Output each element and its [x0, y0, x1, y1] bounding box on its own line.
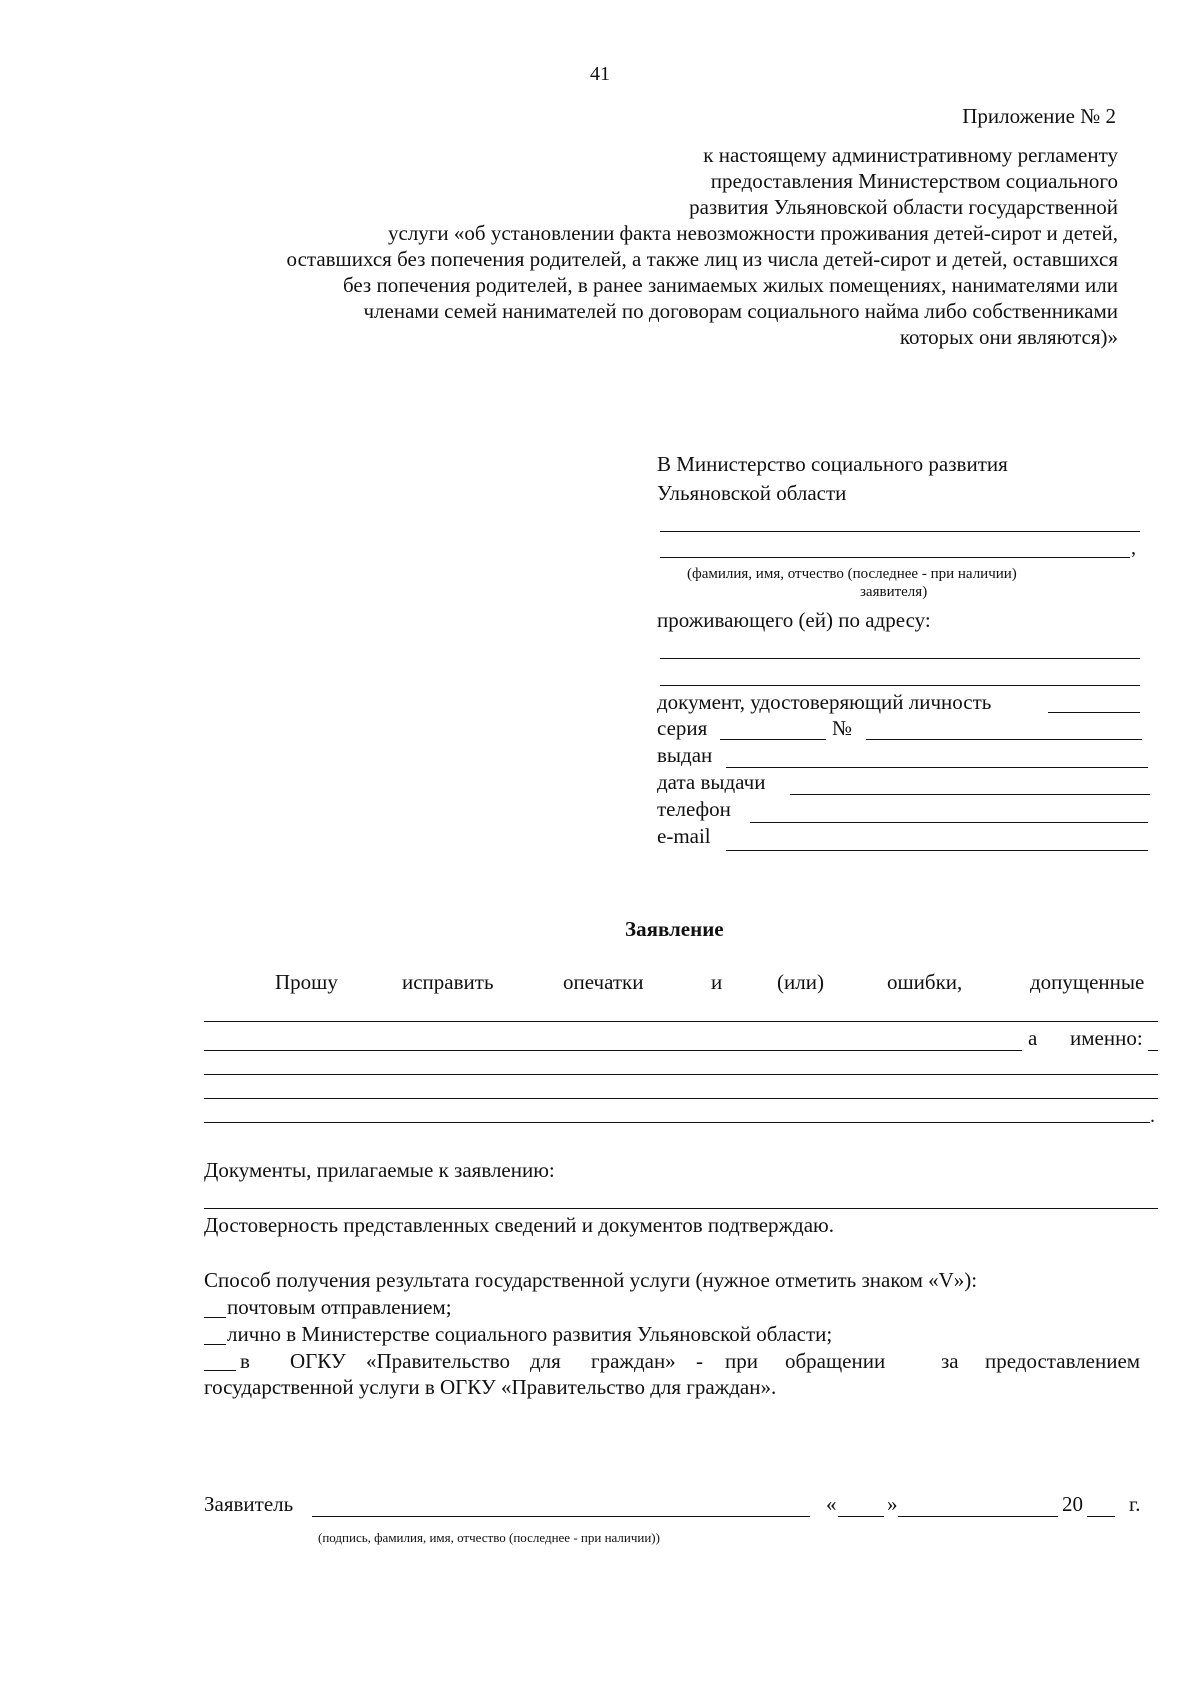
documents-field[interactable]	[204, 1208, 1158, 1209]
month-field[interactable]	[898, 1516, 1058, 1517]
appendix-line: предоставления Министерством социального	[710, 169, 1118, 193]
fio-caption-2: заявителя)	[860, 584, 928, 600]
statement-line-1[interactable]	[204, 1021, 1158, 1022]
appendix-line: без попечения родителей, в ранее занимаемых жилых помещениях, нанимателями или	[342, 273, 1118, 297]
method-option-ogku-word: для	[530, 1349, 561, 1373]
appendix-line: развития Ульяновской области государственной	[689, 195, 1118, 219]
email-field[interactable]	[726, 850, 1148, 851]
year-field[interactable]	[1087, 1516, 1115, 1517]
fio-caption: (фамилия, имя, отчество (последнее - при наличии)	[687, 566, 1017, 582]
appendix-line: услуги «об установлении факта невозможности проживания детей-сирот и детей,	[388, 221, 1118, 245]
appendix-line: к настоящему административному регламенту	[703, 143, 1118, 167]
method-option-ogku-line-2: государственной услуги в ОГКУ «Правительство для граждан».	[204, 1375, 777, 1399]
statement-line-2[interactable]	[204, 1050, 1022, 1051]
day-field[interactable]	[838, 1516, 884, 1517]
fio-line-1[interactable]	[660, 531, 1140, 532]
signature-caption: (подпись, фамилия, имя, отчество (последнее - при наличии))	[318, 1530, 660, 1545]
phone-field[interactable]	[750, 822, 1148, 823]
statement-title: Заявление	[625, 917, 724, 941]
method-option-ogku-word: обращении	[785, 1349, 886, 1373]
statement-word: и	[711, 970, 723, 994]
page-number: 41	[590, 63, 610, 85]
statement-line-5[interactable]	[204, 1122, 1150, 1123]
address-line-1[interactable]	[660, 658, 1140, 659]
method-option-ogku-word: в	[240, 1349, 250, 1373]
number-label: №	[832, 716, 853, 740]
statement-period: .	[1150, 1105, 1155, 1127]
phone-label: телефон	[657, 797, 731, 821]
method-option-ogku-word: за	[941, 1349, 959, 1373]
address-line-2[interactable]	[660, 685, 1140, 686]
addressee-line-2: Ульяновской области	[657, 481, 847, 505]
applicant-label: Заявитель	[204, 1492, 294, 1516]
id-document-label: документ, удостоверяющий личность	[657, 690, 992, 714]
method-checkbox-mail[interactable]	[204, 1317, 226, 1318]
method-option-ogku-word: ОГКУ	[290, 1349, 346, 1373]
statement-word: исправить	[402, 970, 494, 994]
series-label: серия	[657, 716, 708, 740]
namely-word: именно:	[1070, 1026, 1143, 1050]
addressee-line-1: В Министерство социального развития	[657, 452, 1008, 476]
quote-close: »	[887, 1492, 898, 1516]
statement-word: опечатки	[563, 970, 644, 994]
documents-label: Документы, прилагаемые к заявлению:	[204, 1158, 555, 1182]
year-prefix: 20	[1062, 1492, 1083, 1516]
fio-line-2[interactable]	[660, 557, 1130, 558]
method-option-ogku-word: при	[725, 1349, 758, 1373]
email-label: e-mail	[657, 824, 711, 848]
fio-comma: ,	[1131, 537, 1136, 559]
method-option-ogku-word: «Правительство	[366, 1349, 510, 1373]
signature-field[interactable]	[312, 1516, 810, 1517]
quote-open: «	[826, 1492, 837, 1516]
statement-word: (или)	[777, 970, 824, 994]
issue-date-field[interactable]	[790, 794, 1150, 795]
statement-line-3[interactable]	[204, 1074, 1158, 1075]
id-document-field[interactable]	[1048, 712, 1140, 713]
statement-word: ошибки,	[887, 970, 963, 994]
namely-field[interactable]	[1148, 1050, 1158, 1051]
number-field[interactable]	[866, 739, 1142, 740]
year-suffix: г.	[1129, 1492, 1141, 1516]
namely-a: а	[1028, 1026, 1038, 1050]
statement-word: Прошу	[275, 970, 338, 994]
issued-field[interactable]	[726, 767, 1148, 768]
issued-label: выдан	[657, 743, 713, 767]
statement-word: допущенные	[1030, 970, 1145, 994]
address-label: проживающего (ей) по адресу:	[657, 608, 931, 632]
method-option-ogku-word: -	[696, 1349, 703, 1373]
method-option-ogku-word: предоставлением	[985, 1349, 1141, 1373]
method-title: Способ получения результата государственной услуги (нужное отметить знаком «V»):	[204, 1268, 978, 1292]
appendix-line: которых они являются)»	[899, 325, 1118, 349]
method-checkbox-ogku[interactable]	[204, 1370, 236, 1371]
method-checkbox-ministry[interactable]	[204, 1344, 226, 1345]
statement-line-4[interactable]	[204, 1098, 1158, 1099]
appendix-line: членами семей нанимателей по договорам социального найма либо собственниками	[363, 299, 1118, 323]
series-field[interactable]	[720, 739, 826, 740]
confirmation-text: Достоверность представленных сведений и документов подтверждаю.	[204, 1213, 834, 1237]
method-option-ogku-word: граждан»	[591, 1349, 676, 1373]
issue-date-label: дата выдачи	[657, 770, 766, 794]
method-option-ministry: лично в Министерстве социального развития Ульяновской области;	[227, 1322, 833, 1346]
appendix-line: оставшихся без попечения родителей, а также лиц из числа детей-сирот и детей, оставшихся	[286, 247, 1118, 271]
method-option-mail: почтовым отправлением;	[227, 1295, 452, 1319]
appendix-title: Приложение № 2	[962, 104, 1116, 128]
